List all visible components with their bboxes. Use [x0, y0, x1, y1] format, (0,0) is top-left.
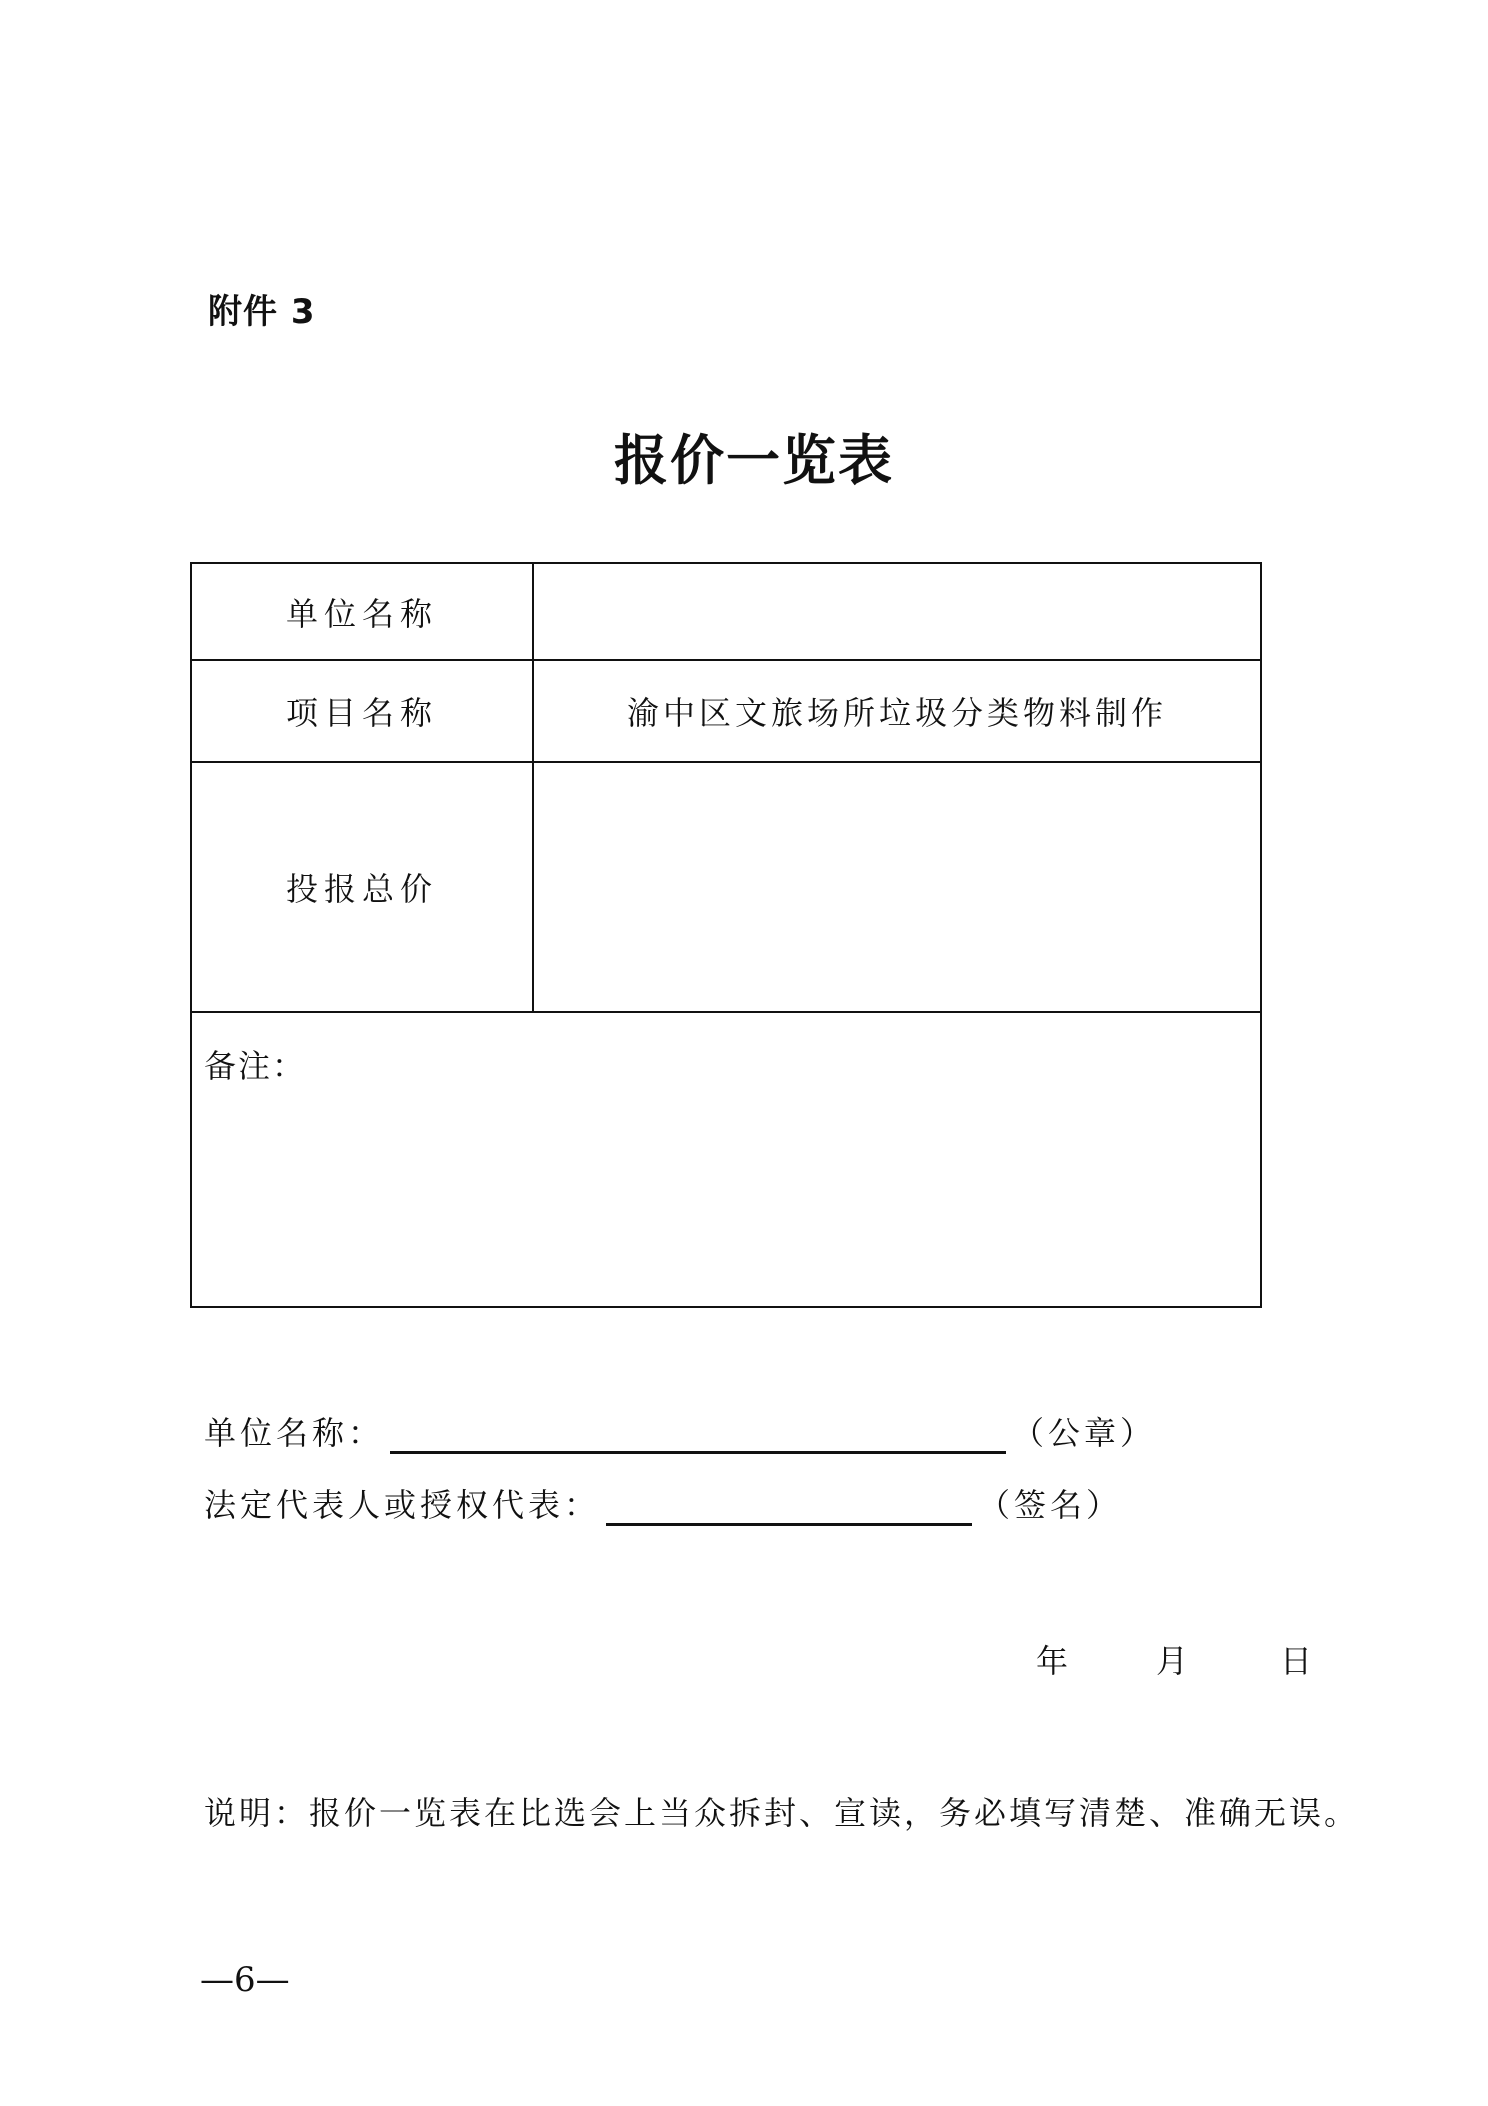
rep-signature-field[interactable] [606, 1487, 972, 1526]
date-month-label: 月 [1156, 1642, 1189, 1680]
project-name-value: 渝中区文旅场所垃圾分类物料制作 [626, 694, 1167, 732]
table-row-unit-name [192, 564, 1260, 661]
page-number: —6— [200, 1960, 290, 2000]
rep-signature-label: 法定代表人或授权代表： [204, 1486, 601, 1524]
table-row-project-name [192, 661, 1260, 763]
remarks-field[interactable] [192, 1013, 1260, 1306]
rep-sign-suffix: （签名） [978, 1486, 1123, 1524]
date-day-label: 日 [1280, 1642, 1313, 1680]
unit-seal-suffix: （公章） [1012, 1414, 1157, 1452]
attachment-label: 附件 3 [208, 292, 316, 332]
date-year-label: 年 [1036, 1642, 1069, 1680]
unit-name-field[interactable] [534, 564, 1260, 659]
table-label-unit-name: 单位名称 [192, 564, 534, 659]
unit-signature-field[interactable] [390, 1415, 1006, 1454]
rep-signature-line [204, 1480, 1122, 1526]
table-row-total-price [192, 763, 1260, 1013]
table-label-total-price: 投报总价 [192, 763, 534, 1011]
remarks-label: 备注： [204, 1047, 307, 1085]
table-label-project-name: 项目名称 [192, 661, 534, 761]
unit-signature-label: 单位名称： [204, 1414, 385, 1452]
total-price-field[interactable] [534, 763, 1260, 1011]
instruction-note: 说明：报价一览表在比选会上当众拆封、宣读，务必填写清楚、准确无误。 [204, 1794, 1360, 1832]
page-title: 报价一览表 [614, 428, 894, 492]
quote-table [190, 562, 1262, 1308]
unit-signature-line [204, 1408, 1156, 1454]
